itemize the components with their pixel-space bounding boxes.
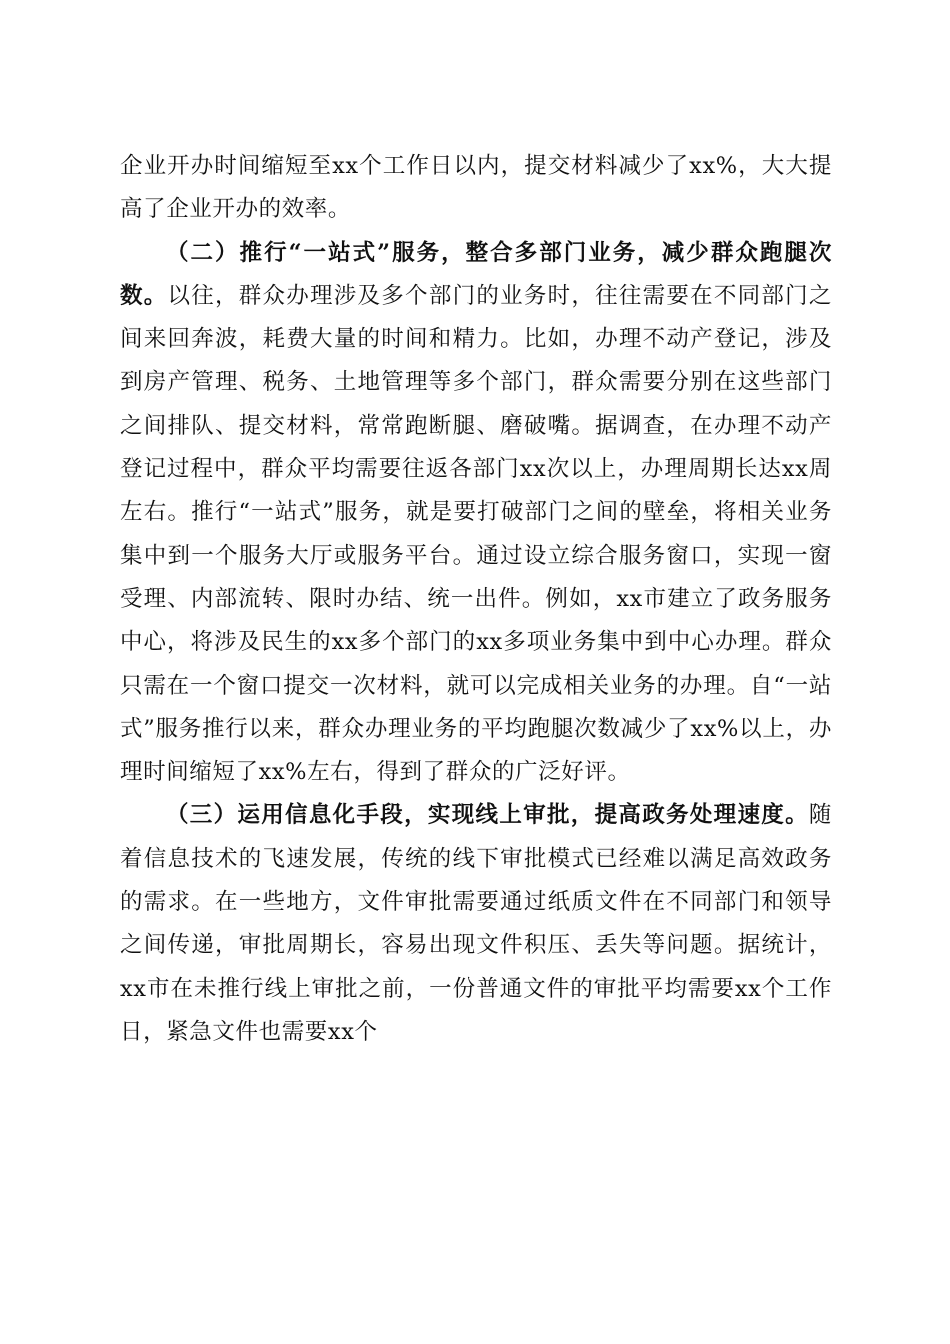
document-body — [120, 145, 832, 1054]
section-heading-3: （三）运用信息化手段，实现线上审批，提高政务处理速度。 — [166, 802, 809, 829]
paragraph-3 — [120, 794, 832, 1054]
paragraph-3-body: 随着信息技术的飞速发展，传统的线下审批模式已经难以满足高效政务的需求。在一些地方，文件审批需要通过纸质文件在不同部门和领导之间传递，审批周期长，容易出现文件积压、丢失等问题。据统计，xx市在未推行线上审批之前，一份普通文件的审批平均需要xx个工作日，紧急文件也需要xx个 — [120, 802, 832, 1045]
paragraph-1 — [120, 145, 832, 232]
paragraph-1-body: 企业开办时间缩短至xx个工作日以内，提交材料减少了xx%，大大提高了企业开办的效率。 — [120, 153, 832, 223]
paragraph-2-body: 以往，群众办理涉及多个部门的业务时，往往需要在不同部门之间来回奔波，耗费大量的时间和精力。比如，办理不动产登记，涉及到房产管理、税务、土地管理等多个部门，群众需要分别在这些部门之间排队、提交材料，常常跑断腿、磨破嘴。据调查，在办理不动产登记过程中，群众平均需要往返各部门xx次以上，办理周期长达xx周左右。推行“一站式”服务，就是要打破部门之间的壁垒，将相关业务集中到一个服务大厅或服务平台。通过设立综合服务窗口，实现一窗受理、内部流转、限时办结、统一出件。例如，xx市建立了政务服务中心，将涉及民生的xx多个部门的xx多项业务集中到中心办理。群众只需在一个窗口提交一次材料，就可以完成相关业务的办理。自“一站式”服务推行以来，群众办理业务的平均跑腿次数减少了xx%以上，办理时间缩短了xx%左右，得到了群众的广泛好评。 — [120, 282, 832, 786]
section-heading-2: （二）推行“一站式”服务，整合多部门业务，减少群众跑腿次数。 — [120, 239, 832, 309]
paragraph-2 — [120, 232, 832, 795]
